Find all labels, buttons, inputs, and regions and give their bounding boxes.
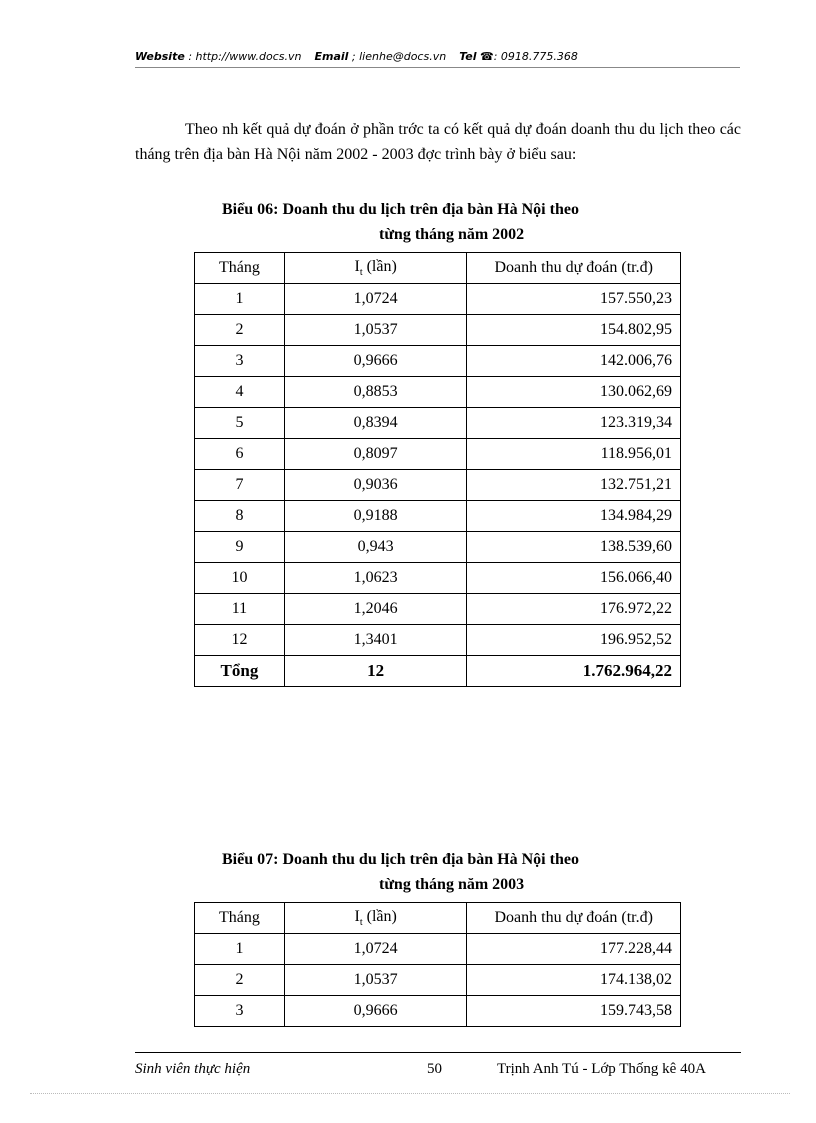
index-cell: 0,9036 bbox=[284, 470, 467, 501]
footer-student-label: Sinh viên thực hiện bbox=[135, 1061, 251, 1077]
index-cell: 12 bbox=[284, 656, 467, 687]
table-row bbox=[195, 284, 681, 315]
index-cell: 1,0537 bbox=[284, 965, 467, 996]
table-row bbox=[195, 625, 681, 656]
page-header bbox=[135, 47, 740, 68]
header-index: $I_t$ (lần) bbox=[284, 253, 467, 284]
month-cell: 3 bbox=[195, 346, 285, 377]
month-cell: 2 bbox=[195, 315, 285, 346]
table-row bbox=[195, 470, 681, 501]
page-footer bbox=[135, 1052, 741, 1077]
table-row bbox=[195, 934, 681, 965]
month-cell: 3 bbox=[195, 996, 285, 1027]
table-row bbox=[195, 996, 681, 1027]
table-row bbox=[195, 965, 681, 996]
revenue-cell: 196.952,52 bbox=[467, 625, 681, 656]
revenue-cell: 123.319,34 bbox=[467, 408, 681, 439]
revenue-cell: 154.802,95 bbox=[467, 315, 681, 346]
month-cell: 4 bbox=[195, 377, 285, 408]
month-cell: 7 bbox=[195, 470, 285, 501]
website-url[interactable]: : http://www.docs.vn bbox=[188, 50, 302, 63]
table-row bbox=[195, 594, 681, 625]
revenue-cell: 132.751,21 bbox=[467, 470, 681, 501]
revenue-cell: 1.762.964,22 bbox=[467, 656, 681, 687]
header-revenue: Doanh thu dự đoán (tr.đ) bbox=[467, 253, 681, 284]
index-cell: 0,9666 bbox=[284, 996, 467, 1027]
revenue-cell: 138.539,60 bbox=[467, 532, 681, 563]
bottom-dotted-rule bbox=[30, 1093, 790, 1094]
revenue-cell: 177.228,44 bbox=[467, 934, 681, 965]
month-cell: 5 bbox=[195, 408, 285, 439]
month-cell: 11 bbox=[195, 594, 285, 625]
revenue-cell: 118.956,01 bbox=[467, 439, 681, 470]
table-header-row bbox=[195, 253, 681, 284]
revenue-cell: 176.972,22 bbox=[467, 594, 681, 625]
table-row bbox=[195, 501, 681, 532]
table-row bbox=[195, 408, 681, 439]
table1-caption-line2: từng tháng năm 2002 bbox=[379, 226, 525, 243]
month-cell: 12 bbox=[195, 625, 285, 656]
index-cell: 0,9666 bbox=[284, 346, 467, 377]
intro-text: Theo nh kết quả dự đoán ở phần trớc ta có kết quả dự đoán doanh thu du lịch theo các tháng trên địa bàn Hà Nội năm 2002 - 2003 đợc trình bày ở biểu sau: bbox=[135, 121, 741, 163]
header-month: Tháng bbox=[195, 903, 285, 934]
month-cell: 2 bbox=[195, 965, 285, 996]
revenue-cell: 159.743,58 bbox=[467, 996, 681, 1027]
table-row bbox=[195, 377, 681, 408]
tel-number: : 0918.775.368 bbox=[493, 50, 578, 63]
total-row bbox=[195, 656, 681, 687]
month-cell: 1 bbox=[195, 284, 285, 315]
index-cell: 1,0537 bbox=[284, 315, 467, 346]
index-cell: 0,943 bbox=[284, 532, 467, 563]
table1-caption-line1: Biểu 06: Doanh thu du lịch trên địa bàn Hà Nội theo bbox=[222, 201, 579, 218]
revenue-cell: 156.066,40 bbox=[467, 563, 681, 594]
revenue-cell: 174.138,02 bbox=[467, 965, 681, 996]
table-row bbox=[195, 439, 681, 470]
page-number: 50 bbox=[427, 1061, 442, 1077]
phone-icon: ☎ bbox=[480, 50, 494, 63]
website-label: Website bbox=[135, 50, 185, 63]
table-2003 bbox=[194, 902, 681, 1027]
table-row bbox=[195, 315, 681, 346]
table-2002 bbox=[194, 252, 681, 687]
month-cell: 1 bbox=[195, 934, 285, 965]
index-cell: 1,0724 bbox=[284, 284, 467, 315]
revenue-cell: 130.062,69 bbox=[467, 377, 681, 408]
table-row bbox=[195, 346, 681, 377]
index-cell: 1,3401 bbox=[284, 625, 467, 656]
revenue-cell: 134.984,29 bbox=[467, 501, 681, 532]
header-index: $I_t$ (lần) bbox=[284, 903, 467, 934]
index-cell: 0,8097 bbox=[284, 439, 467, 470]
table-row bbox=[195, 563, 681, 594]
intro-paragraph bbox=[135, 117, 741, 167]
table2-caption-line1: Biểu 07: Doanh thu du lịch trên địa bàn Hà Nội theo bbox=[222, 851, 579, 868]
month-cell: 6 bbox=[195, 439, 285, 470]
table-row bbox=[195, 532, 681, 563]
index-cell: 0,8853 bbox=[284, 377, 467, 408]
month-cell: 8 bbox=[195, 501, 285, 532]
index-cell: 1,2046 bbox=[284, 594, 467, 625]
index-cell: 0,9188 bbox=[284, 501, 467, 532]
table-header-row bbox=[195, 903, 681, 934]
header-revenue: Doanh thu dự đoán (tr.đ) bbox=[467, 903, 681, 934]
revenue-cell: 142.006,76 bbox=[467, 346, 681, 377]
month-cell: 10 bbox=[195, 563, 285, 594]
footer-author: Trịnh Anh Tú - Lớp Thống kê 40A bbox=[497, 1061, 706, 1077]
tel-label: Tel bbox=[459, 50, 477, 63]
revenue-cell: 157.550,23 bbox=[467, 284, 681, 315]
month-cell: 9 bbox=[195, 532, 285, 563]
index-cell: 1,0724 bbox=[284, 934, 467, 965]
month-cell: Tổng bbox=[195, 656, 285, 687]
email-label: Email bbox=[314, 50, 349, 63]
index-cell: 0,8394 bbox=[284, 408, 467, 439]
email-address[interactable]: ; lienhe@docs.vn bbox=[351, 50, 447, 63]
table2-caption-line2: từng tháng năm 2003 bbox=[379, 876, 525, 893]
header-month: Tháng bbox=[195, 253, 285, 284]
index-cell: 1,0623 bbox=[284, 563, 467, 594]
